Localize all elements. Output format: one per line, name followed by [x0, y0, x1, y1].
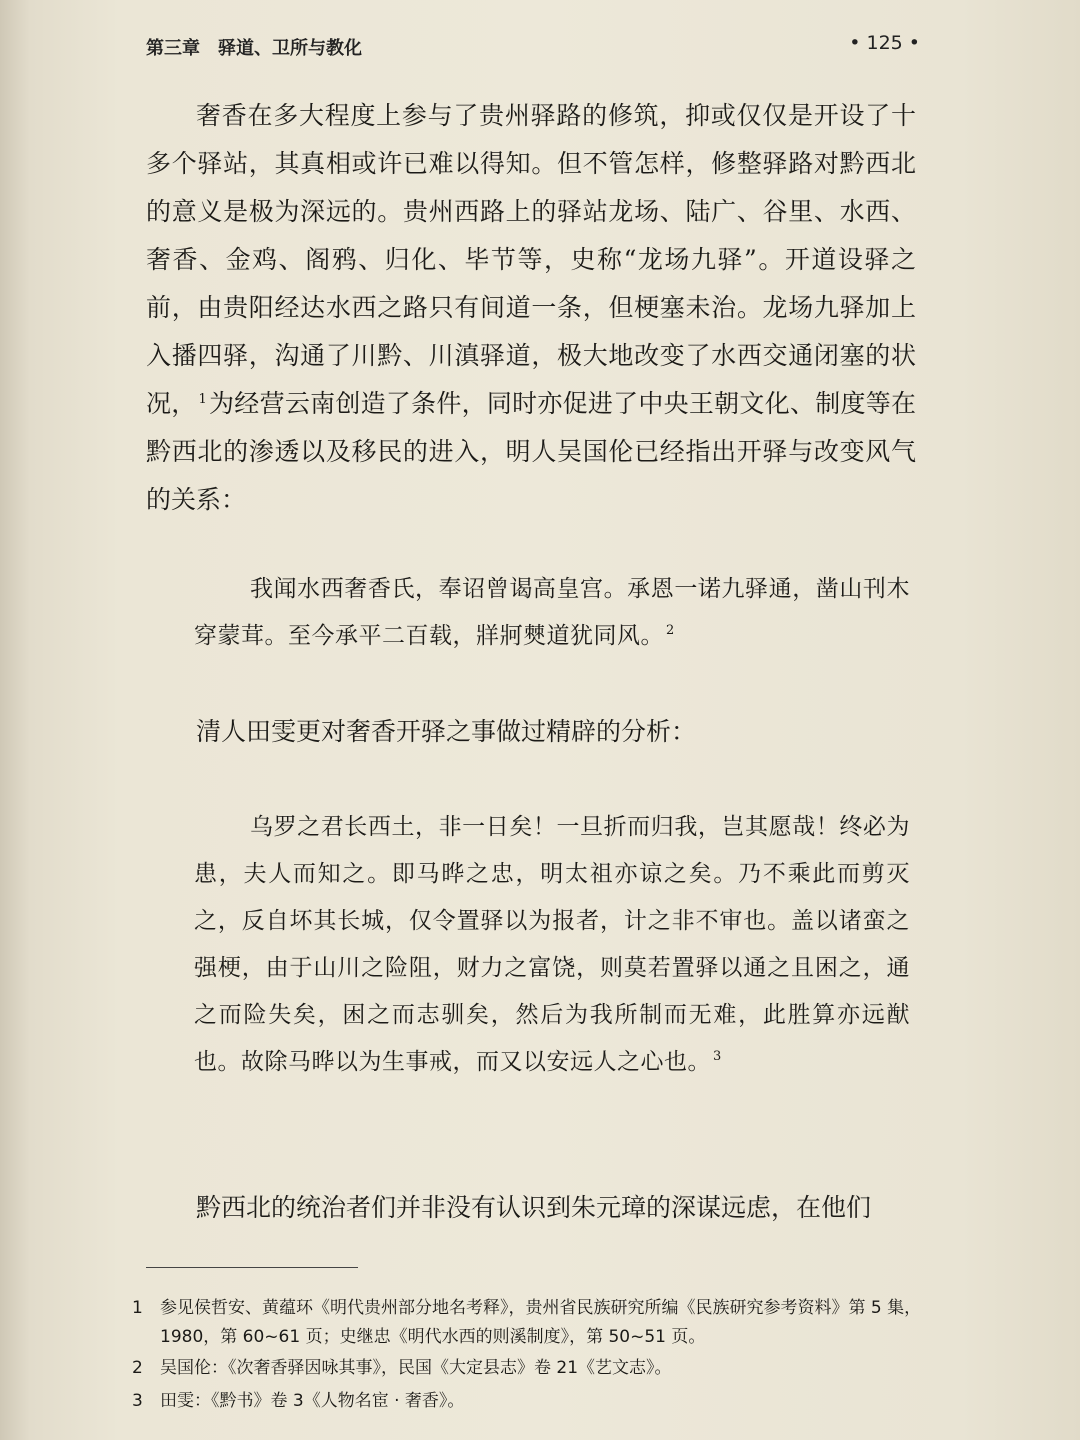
paragraph-1: [146, 92, 916, 524]
paragraph-3: 黔西北的统治者们并非没有认识到朱元璋的深谋远虑，在他们: [196, 1193, 872, 1222]
footnote-3-text: 田雯：《黔书》卷 3《人物名宦 · 奢香》。: [160, 1391, 465, 1411]
footnote-3-number: 3: [132, 1391, 143, 1411]
footnote-ref-3: 3: [713, 1049, 722, 1064]
page-number: • 125 •: [849, 32, 920, 54]
quote-1: [194, 566, 910, 660]
footnote-2-text: 吴国伦：《次奢香驿因咏其事》，民国《大定县志》卷 21《艺文志》。: [160, 1358, 672, 1378]
paragraph-1-text-a: 奢香在多大程度上参与了贵州驿路的修筑，抑或仅仅是开设了十多个驿站，其真相或许已难以得知。但不管怎样，修整驿路对黔西北的意义是极为深远的。贵州西路上的驿站龙场、陆广、谷里、水西、奢香、金鸡、阁鸦、归化、毕节等，史称“龙场九驿”。开道设驿之前，由贵阳经达水西之路只有间道一条，但梗塞未治。龙场九驿加上入播四驿，沟通了川黔、川滇驿道，极大地改变了水西交通闭塞的状况，: [146, 101, 916, 418]
quote-1-text: 我闻水西奢香氏，奉诏曾谒高皇宫。承恩一诺九驿通，凿山刊木穿蒙茸。至今承平二百载，牂牁僰道犹同风。: [194, 576, 910, 649]
footnote-2: [132, 1354, 922, 1383]
footnote-1: [132, 1294, 922, 1352]
paragraph-2: 清人田雯更对奢香开驿之事做过精辟的分析：: [196, 717, 697, 746]
paragraph-1-text-b: 为经营云南创造了条件，同时亦促进了中央王朝文化、制度等在黔西北的渗透以及移民的进入，明人吴国伦已经指出开驿与改变风气的关系：: [146, 389, 916, 514]
footnote-2-number: 2: [132, 1358, 143, 1378]
chapter-title: 第三章 驿道、卫所与教化: [146, 38, 362, 59]
footnote-ref-2: 2: [666, 623, 675, 638]
footnote-1-number: 1: [132, 1298, 143, 1318]
quote-2: [194, 804, 910, 1086]
quote-2-text: 乌罗之君长西土，非一日矣！一旦折而归我，岂其愿哉！终必为患，夫人而知之。即马晔之忠，明太祖亦谅之矣。乃不乘此而剪灭之，反自坏其长城，仅令置驿以为报者，计之非不审也。盖以诸蛮之强梗，由于山川之险阻，财力之富饶，则莫若置驿以通之且困之，通之而险失矣，困之而志驯矣，然后为我所制而无难，此胜算亦远猷也。故除马晔以为生事戒，而又以安远人之心也。: [194, 814, 910, 1075]
footnote-1-text: 参见侯哲安、黄蕴环《明代贵州部分地名考释》，贵州省民族研究所编《民族研究参考资料》第 5 集，1980，第 60~61 页；史继忠《明代水西的则溪制度》，第 50~51 页。: [160, 1298, 922, 1347]
footnote-ref-1: 1: [198, 392, 207, 407]
running-header: [146, 30, 920, 60]
footnote-3: [132, 1387, 922, 1416]
footnote-divider: [146, 1267, 358, 1268]
